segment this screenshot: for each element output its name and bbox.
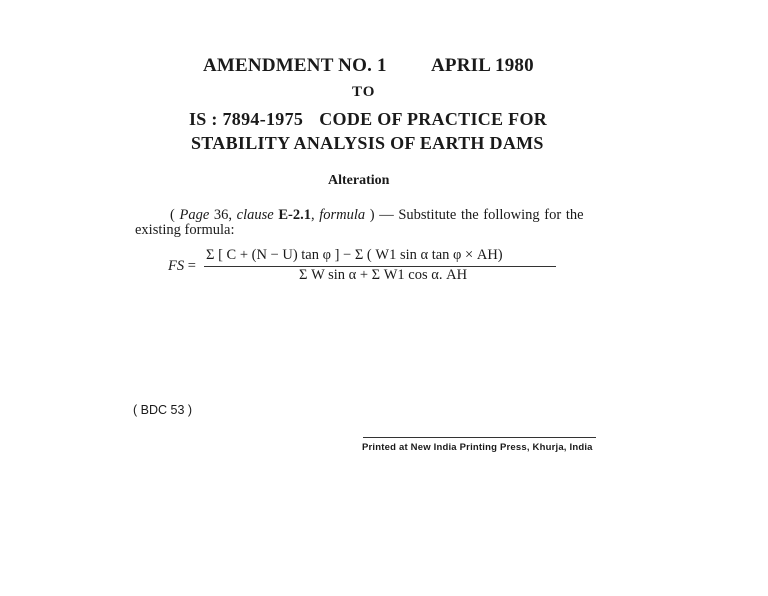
page-label: Page [179, 207, 210, 223]
formula-label: formula [319, 207, 366, 223]
printer-imprint: Printed at New India Printing Press, Khurja, India [362, 442, 593, 453]
formula-numerator: Σ [ C + (N − U) tan φ ] − Σ ( W1 sin α tan φ × AH) [206, 247, 503, 263]
document-title-line2: STABILITY ANALYSIS OF EARTH DAMS [191, 133, 544, 153]
substitute-text: ) — Substitute the following for the [365, 207, 584, 223]
fs-symbol: FS [168, 258, 185, 274]
standard-number: IS : 7894-1975 [189, 109, 304, 129]
clause-label: clause [236, 207, 274, 223]
formula-denominator: Σ W sin α + Σ W1 cos α. AH [299, 267, 468, 283]
open-paren: ( [170, 207, 180, 223]
formula-lhs [168, 258, 196, 275]
page-number: 36, [209, 207, 237, 223]
title-text-line1: CODE OF PRACTICE FOR [319, 109, 548, 129]
to-label: TO [352, 84, 376, 100]
section-heading: Alteration [328, 173, 390, 188]
equals-sign: = [184, 258, 196, 274]
amendment-date: APRIL 1980 [431, 55, 534, 76]
clause-number: E-2.1 [273, 207, 311, 223]
committee-reference: ( BDC 53 ) [133, 403, 193, 417]
alteration-paragraph-line2: existing formula: [135, 222, 235, 238]
comma: , [310, 207, 320, 223]
document-title-line1 [189, 109, 547, 130]
amendment-number: AMENDMENT NO. 1 [203, 55, 387, 76]
footer-rule [363, 437, 596, 438]
